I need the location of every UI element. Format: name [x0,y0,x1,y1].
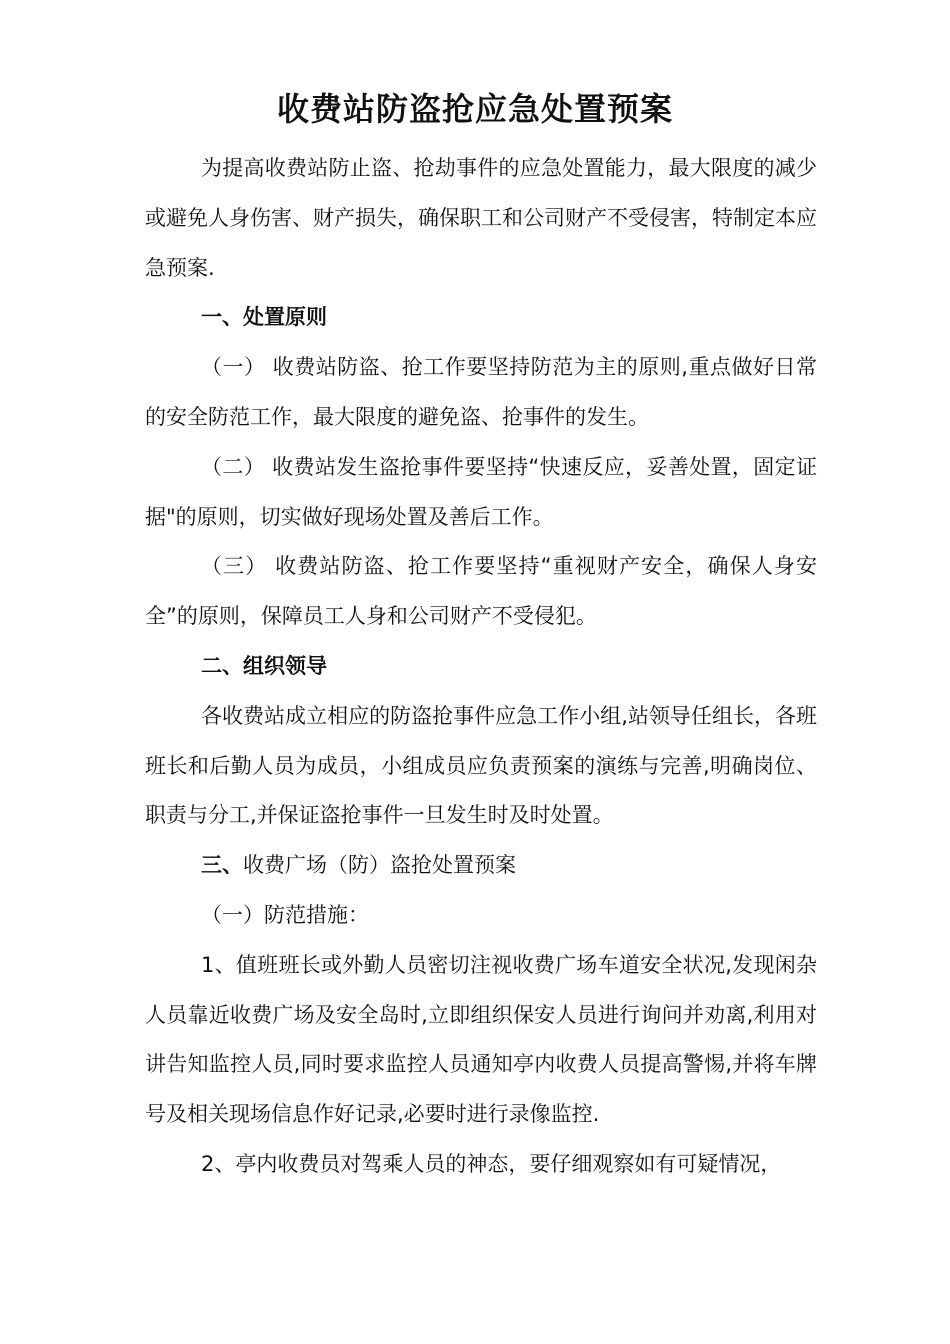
subsection-heading-measures: （一）防范措施： [201,902,369,927]
principle-paragraph-3: （三） 收费站防盗、抢工作要坚持“重视财产安全，确保人身安全”的原则，保障员工人身和公司财产不受侵犯。 [145,554,817,629]
measure-paragraph-2: 2、亭内收费员对驾乘人员的神态，要仔细观察如有可疑情况， [201,1151,782,1176]
section-heading-principles: 一、处置原则 [201,305,327,330]
intro-paragraph: 为提高收费站防止盗、抢劫事件的应急处置能力，最大限度的减少或避免人身伤害、财产损失，确保职工和公司财产不受侵害，特制定本应急预案. [145,156,817,280]
principle-paragraph-2: （二） 收费站发生盗抢事件要坚持“快速反应，妥善处置，固定证据"的原则，切实做好现场处置及善后工作。 [145,454,817,529]
leadership-paragraph: 各收费站成立相应的防盗抢事件应急工作小组,站领导任组长，各班班长和后勤人员为成员，小组成员应负责预案的演练与完善,明确岗位、职责与分工,并保证盗抢事件一旦发生时及时处置。 [145,703,817,828]
section-heading-leadership: 二、组织领导 [201,653,327,678]
measure-paragraph-1: 1、值班班长或外勤人员密切注视收费广场车道安全状况,发现闲杂人员靠近收费广场及安全岛时,立即组织保安人员进行询问并劝离,利用对讲告知监控人员,同时要求监控人员通知亭内收费人员提高警惕,并将车牌号及相关现场信息作好记录,必要时进行录像监控. [145,952,817,1127]
section-heading-plaza-plan [145,841,817,891]
document-title: 收费站防盗抢应急处置预案 [276,90,673,128]
section-heading-text: 收费广场（防）盗抢处置预案 [243,853,516,878]
principle-paragraph-1: （一） 收费站防盗、抢工作要坚持防范为主的原则,重点做好日常的安全防范工作，最大限度的避免盗、抢事件的发生。 [145,355,817,429]
section-number: 三、 [201,853,243,878]
document-body [145,144,817,1190]
